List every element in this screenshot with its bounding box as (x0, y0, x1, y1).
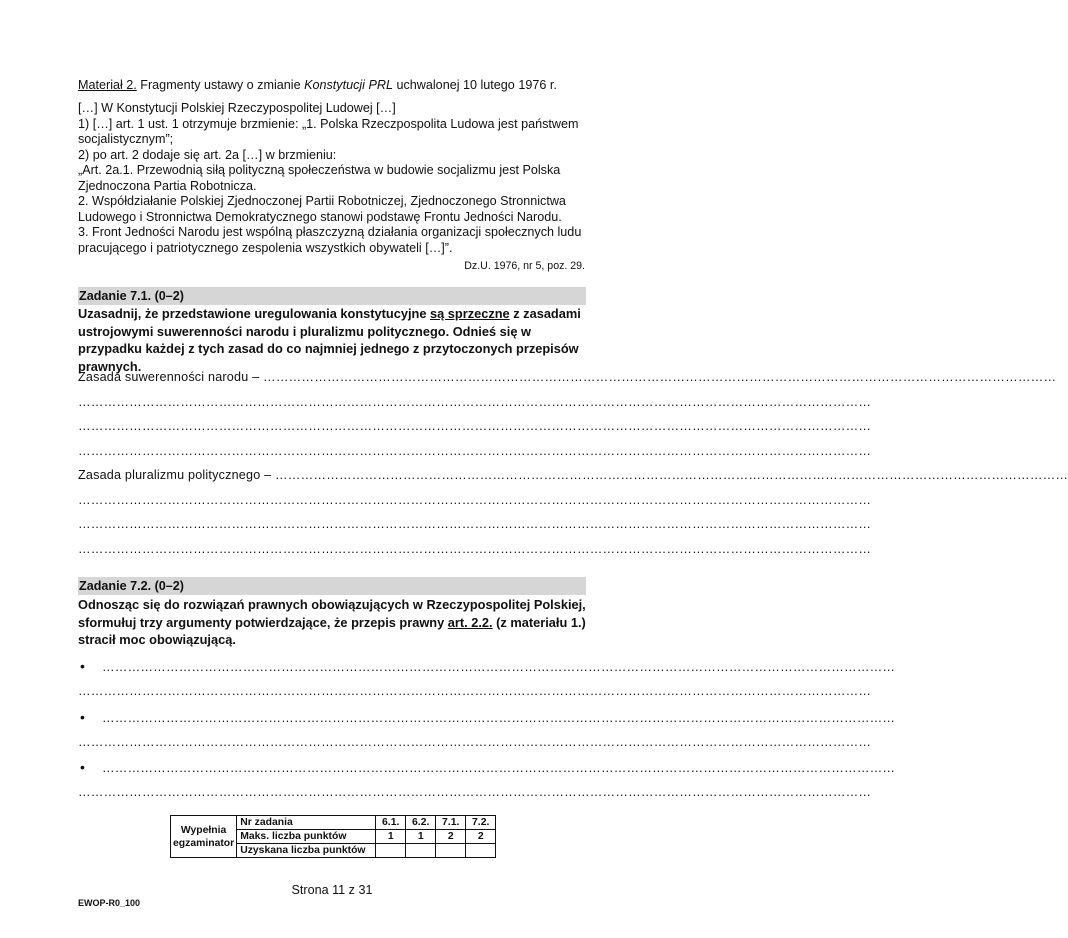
bullet-3: • (80, 759, 85, 775)
task-7-2-instruction-underlined: art. 2.2. (447, 614, 493, 630)
exam-code: EWOP-R0_100 (78, 898, 141, 908)
obtained-points-cell[interactable] (406, 844, 436, 858)
task-7-1-header (78, 287, 586, 305)
max-points-label: Maks. liczba punktów (237, 830, 376, 844)
task-7-2-header-text: Zadanie 7.2. (0–2) (79, 579, 184, 593)
bullet-2: • (80, 709, 85, 725)
material-line: […] W Konstytucji Polskiej Rzeczypospolitej Ludowej […] (78, 101, 396, 115)
page-number: Strona 11 z 31 (291, 883, 373, 897)
argument-3-line-2[interactable]: …………………………………………………………………………………………………………………………………………………………………… (78, 785, 872, 799)
max-points: 2 (466, 830, 496, 844)
obtained-points-cell[interactable] (376, 844, 406, 858)
score-table (170, 815, 496, 858)
obtained-points-label: Uzyskana liczba punktów (237, 844, 376, 858)
answer-line[interactable]: …………………………………………………………………………………………………………………………………………………………………… (78, 542, 872, 556)
task-7-2-instruction-text-2: (z materiału 1.) stracił moc obowiązującą. (78, 614, 586, 647)
sovereignty-label: Zasada suwerenności narodu – (78, 370, 264, 384)
material-label: Materiał 2. (78, 78, 137, 92)
obtained-points-cell[interactable] (436, 844, 466, 858)
material-line: Zjednoczona Partia Robotnicza. (78, 179, 257, 193)
answer-line-pluralism[interactable] (78, 467, 1068, 483)
material-line: 3. Front Jedności Narodu jest wspólną płaszczyzną działania organizacji społecznych ludu (78, 225, 582, 239)
task-7-2-header (78, 577, 586, 595)
argument-1-line[interactable]: …………………………………………………………………………………………………………………………………………………………………… (102, 660, 896, 674)
argument-2-line[interactable]: …………………………………………………………………………………………………………………………………………………………………… (102, 711, 896, 725)
argument-3-line[interactable]: …………………………………………………………………………………………………………………………………………………………………… (102, 761, 896, 775)
task-7-1-instruction (78, 305, 588, 375)
task-number-label: Nr zadania (237, 816, 376, 830)
material-line: pracującego i patriotycznego zespolenia wszystkich obywateli […]”. (78, 241, 453, 255)
pluralism-label: Zasada pluralizmu politycznego – (78, 468, 276, 482)
answer-line[interactable]: …………………………………………………………………………………………………………………………………………………………………… (78, 419, 872, 433)
material-line: „Art. 2a.1. Przewodnią siłą polityczną społeczeństwa w budowie socjalizmu jest Polska (78, 163, 561, 177)
max-points: 1 (406, 830, 436, 844)
answer-line[interactable]: …………………………………………………………………………………………………………………………………………………………………… (78, 444, 872, 458)
answer-line[interactable]: …………………………………………………………………………………………………………………………………………………………………… (78, 493, 872, 507)
max-points: 2 (436, 830, 466, 844)
material-title-text-1: Fragmenty ustawy o zmianie (136, 78, 305, 92)
task-7-1-instruction-underlined: są sprzeczne (430, 306, 510, 321)
material-line: 2) po art. 2 dodaje się art. 2a […] w brzmieniu: (78, 148, 337, 162)
task-7-1-instruction-text-2: z zasadami ustrojowymi suwerenności narodu i pluralizmu politycznego. Odnieś się w przypadku każdej z tych zasad do co najmniej jednego z przytoczonych przepisów prawnych. (78, 306, 581, 374)
material-line: 1) […] art. 1 ust. 1 otrzymuje brzmienie: „1. Polska Rzeczpospolita Ludowa jest państwem (78, 117, 579, 131)
task-7-1-instruction-text-1: Uzasadnij, że przedstawione uregulowania konstytucyjne (78, 306, 430, 321)
answer-line[interactable]: …………………………………………………………………………………………………………………………………………………………………… (78, 395, 872, 409)
task-number: 6.1. (376, 816, 406, 830)
task-number: 6.2. (406, 816, 436, 830)
material-line: socjalistycznym”; (78, 132, 174, 146)
argument-2-line-2[interactable]: …………………………………………………………………………………………………………………………………………………………………… (78, 735, 872, 749)
material-title-italic: Konstytucji PRL (304, 78, 393, 92)
material-title (78, 77, 557, 93)
dots-fill: …………………………………………………………………………………………………………………………………………………………………… (263, 370, 1057, 384)
answer-line-sovereignty[interactable] (78, 369, 1057, 385)
task-number: 7.2. (466, 816, 496, 830)
answer-line[interactable]: …………………………………………………………………………………………………………………………………………………………………… (78, 517, 872, 531)
material-source: Dz.U. 1976, nr 5, poz. 29. (464, 260, 585, 272)
examiner-label: Wypełnia egzaminator (171, 816, 237, 858)
bullet-1: • (80, 658, 85, 674)
max-points: 1 (376, 830, 406, 844)
task-number: 7.1. (436, 816, 466, 830)
material-line: 2. Współdziałanie Polskiej Zjednoczonej Partii Robotniczej, Zjednoczonego Stronnictwa (78, 194, 566, 208)
material-title-text-2: uchwalonej 10 lutego 1976 r. (392, 78, 557, 92)
dots-fill: …………………………………………………………………………………………………………………………………………………………………… (275, 468, 1068, 482)
argument-1-line-2[interactable]: …………………………………………………………………………………………………………………………………………………………………… (78, 684, 872, 698)
task-7-1-header-text: Zadanie 7.1. (0–2) (79, 289, 184, 303)
material-line: Ludowego i Stronnictwa Demokratycznego stanowi podstawę Frontu Jedności Narodu. (78, 210, 562, 224)
task-7-2-instruction-text-1: Odnosząc się do rozwiązań prawnych obowiązujących w Rzeczypospolitej Polskiej, sformułuj trzy argumenty potwierdzające, że przepis prawny (78, 597, 586, 630)
task-7-2-instruction (78, 596, 588, 649)
obtained-points-cell[interactable] (466, 844, 496, 858)
